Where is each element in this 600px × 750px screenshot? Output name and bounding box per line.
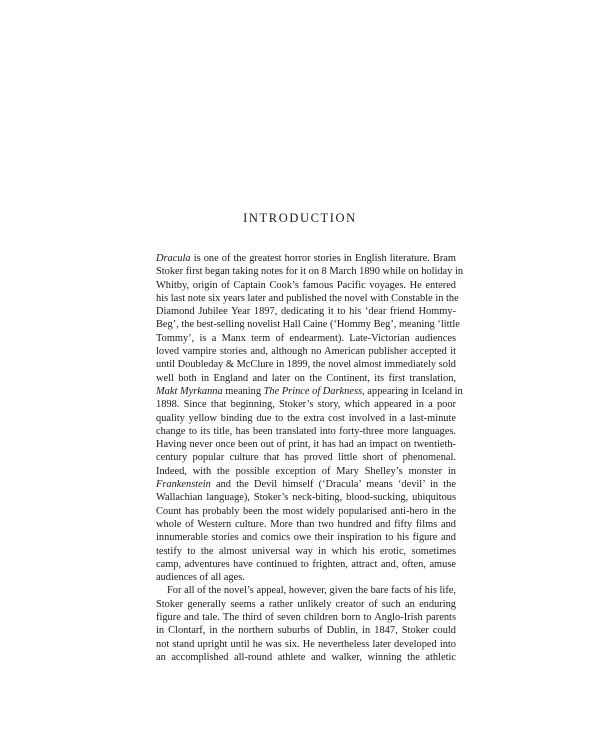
text-run: meaning <box>222 385 264 397</box>
text-run: Stoker generally seems a rather unlikely creator of such an enduring <box>156 598 456 610</box>
text-run: well both in England and later on the Continent, its first translation, <box>156 372 456 384</box>
text-run: Indeed, with the possible exception of Mary Shelley’s monster in <box>156 465 456 477</box>
text-line <box>156 558 456 571</box>
text-line <box>156 318 460 331</box>
text-run: whole of Western culture. More than two hundred and fifty films and <box>156 518 456 530</box>
text-line <box>156 451 456 464</box>
text-line <box>156 438 456 451</box>
text-line <box>156 305 456 318</box>
text-line <box>156 279 456 292</box>
text-line <box>156 505 456 518</box>
italic-title: The Prince of Darkness <box>263 385 363 397</box>
text-run: until Doubleday & McClure in 1899, the novel almost immediately sold <box>156 359 456 371</box>
italic-title: Dracula <box>156 253 191 264</box>
text-run: is one of the greatest horror stories in English literature. Bram <box>190 253 456 264</box>
text-run: innumerable stories and comics owe their inspiration to his figure and <box>156 532 456 544</box>
text-line <box>156 358 456 371</box>
text-run: loved vampire stories and, although no American publisher accepted it <box>156 346 456 358</box>
text-run: For all of the novel’s appeal, however, given the bare facts of his life, <box>167 585 456 597</box>
text-run: testify to the almost universal way in which his erotic, sometimes <box>156 545 456 557</box>
text-line <box>156 345 456 358</box>
text-line <box>156 518 456 531</box>
italic-title: Frankenstein <box>156 479 211 491</box>
text-line <box>156 292 459 305</box>
text-run: Having never once been out of print, it has had an impact on twentieth- <box>156 439 456 451</box>
text-run: in Clontarf, in the northern suburbs of Dublin, in 1847, Stoker could <box>156 625 456 637</box>
text-line <box>156 545 456 558</box>
text-line <box>156 491 456 504</box>
text-run: his last note six years later and published the novel with Constable in the <box>156 292 459 304</box>
text-run: Stoker first began taking notes for it on 8 March 1890 while on holiday in <box>156 266 464 278</box>
italic-title: Makt Myrkanna <box>156 385 223 397</box>
text-line <box>156 584 456 597</box>
text-run: audiences of all ages. <box>156 572 245 584</box>
text-line <box>156 465 456 478</box>
text-line <box>156 638 456 651</box>
text-line <box>156 651 456 664</box>
text-run: camp, adventures have continued to frighten, attract and, often, amuse <box>156 558 456 570</box>
text-run: century popular culture that has proved little short of phenomenal. <box>156 452 456 464</box>
text-line <box>156 332 456 345</box>
text-run: Whitby, origin of Captain Cook’s famous Pacific voyages. He entered <box>156 279 456 291</box>
text-line <box>156 611 456 624</box>
text-line <box>156 385 463 398</box>
text-run: not stand upright until he was six. He nevertheless later developed into <box>156 638 456 650</box>
text-line <box>156 252 456 265</box>
text-run: 1898. Since that beginning, Stoker’s story, which appeared in a poor <box>156 399 456 411</box>
text-line <box>156 624 456 637</box>
text-line <box>156 412 456 425</box>
text-line <box>156 372 456 385</box>
text-run: Tommy’, is a Manx term of endearment). Late-Victorian audiences <box>156 332 456 344</box>
text-run: an accomplished all-round athlete and walker, winning the athletic <box>156 651 456 663</box>
text-line <box>156 571 456 584</box>
paragraph-1 <box>156 252 464 584</box>
text-line <box>156 425 456 438</box>
text-run: quality yellow binding due to the extra cost involved in a last-minute <box>156 412 456 424</box>
text-line <box>156 398 456 411</box>
text-line <box>156 265 464 278</box>
text-run: Diamond Jubilee Year 1897, dedicating it to his ‘dear friend Hommy- <box>156 306 456 318</box>
text-run: Count has probably been the most widely popularised anti-hero in the <box>156 505 456 517</box>
text-run: figure and tale. The third of seven children born to Anglo-Irish parents <box>156 612 456 624</box>
text-line <box>156 531 456 544</box>
text-run: change to its title, has been translated into forty-three more languages. <box>156 425 456 437</box>
body-text <box>156 252 464 664</box>
text-run: and the Devil himself (‘Dracula’ means ‘devil’ in the <box>210 479 456 491</box>
text-run: , appearing in Iceland in <box>362 385 463 397</box>
paragraph-2 <box>156 584 456 664</box>
text-line <box>156 598 456 611</box>
text-run: Wallachian language), Stoker’s neck-biting, blood-sucking, ubiquitous <box>156 492 456 504</box>
chapter-heading: INTRODUCTION <box>243 211 357 225</box>
text-run: Beg’, the best-selling novelist Hall Caine (‘Hommy Beg’, meaning ‘little <box>156 319 460 331</box>
text-line <box>156 478 456 491</box>
